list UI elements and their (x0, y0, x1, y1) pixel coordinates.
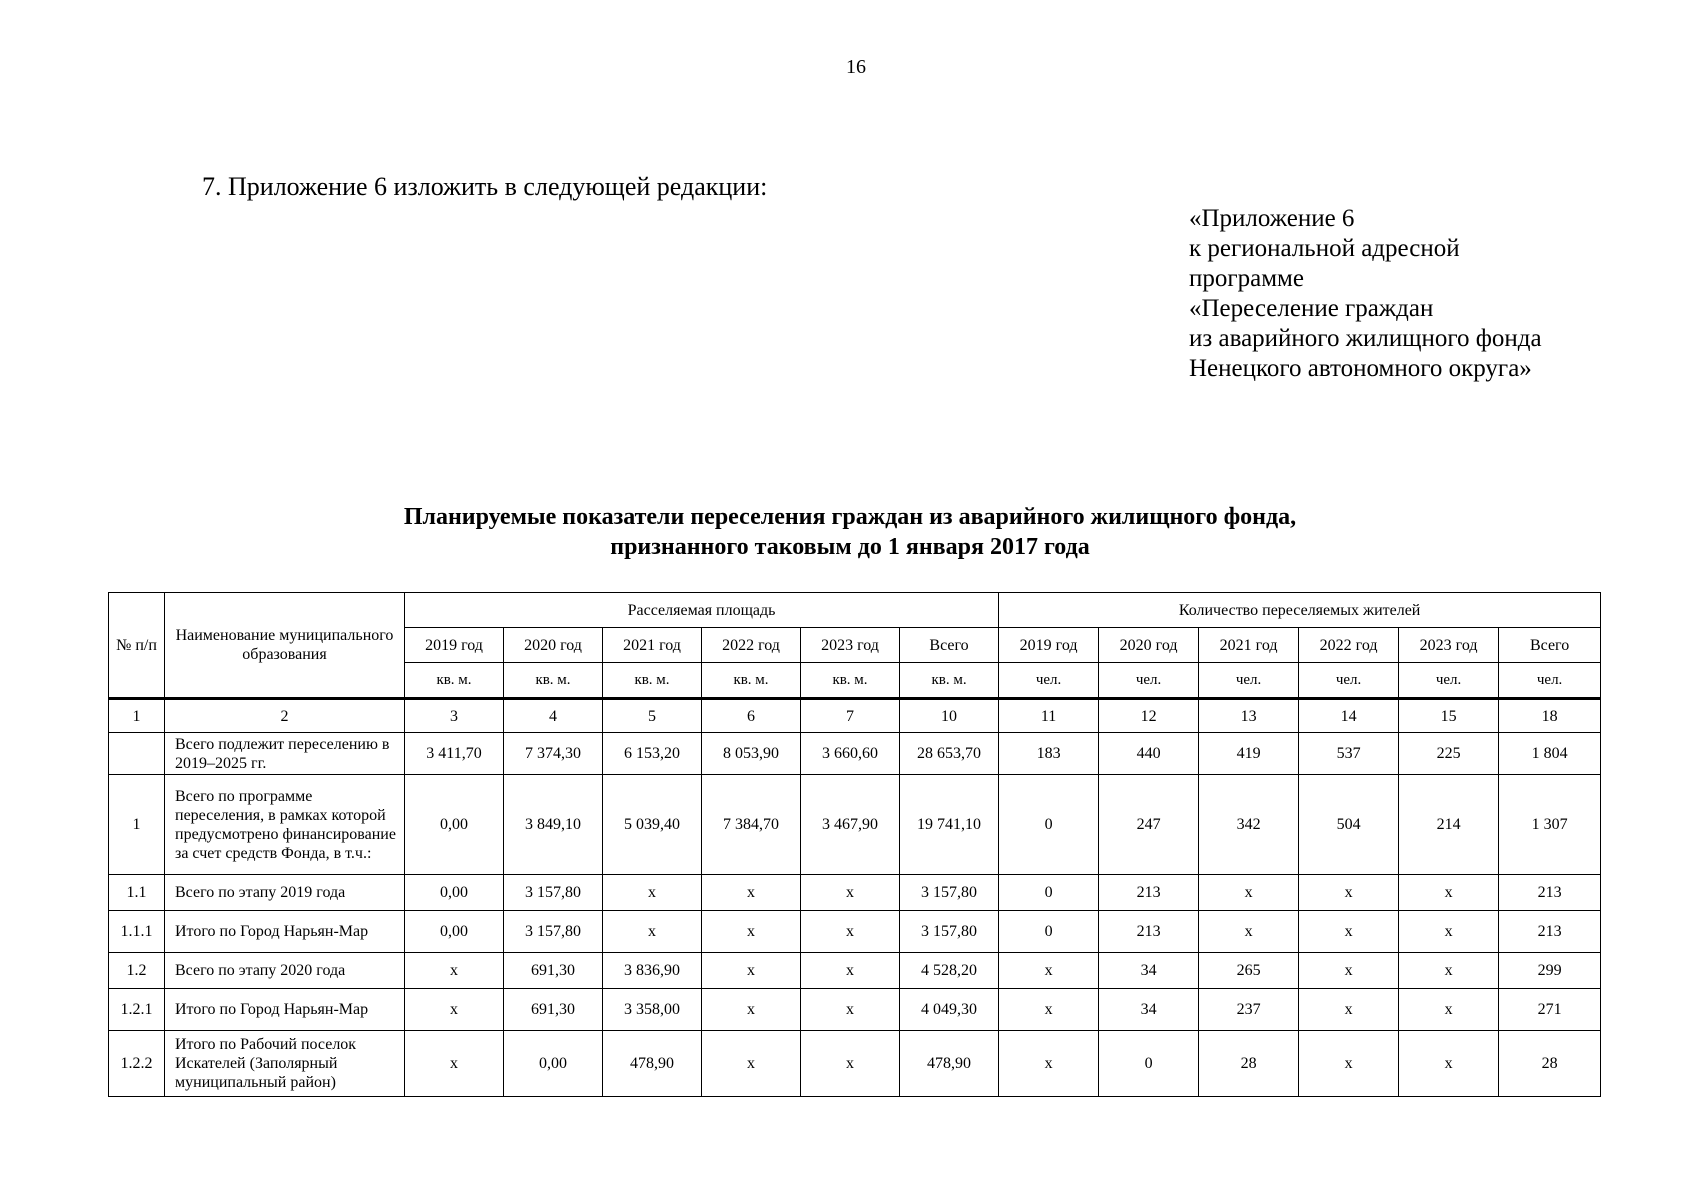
area-cell: 0,00 (405, 875, 504, 911)
people-cell: х (1399, 989, 1499, 1031)
area-cell: х (801, 875, 900, 911)
header-unit: кв. м. (504, 663, 603, 699)
people-cell: х (1299, 1031, 1399, 1097)
header-unit: чел. (1099, 663, 1199, 699)
people-cell: х (1199, 911, 1299, 953)
appendix-line: «Приложение 6 (1189, 205, 1355, 232)
area-cell: 3 411,70 (405, 733, 504, 775)
people-cell: 265 (1199, 953, 1299, 989)
page-number: 16 (846, 56, 866, 78)
row-name: Всего по программе переселения, в рамках которой предусмотрено финансирование за счет средств Фонда, в т.ч.: (165, 775, 405, 875)
people-cell: х (999, 953, 1099, 989)
header-name: Наименование муниципального образования (165, 593, 405, 699)
row-name: Итого по Город Нарьян-Мар (165, 911, 405, 953)
row-name: Итого по Город Нарьян-Мар (165, 989, 405, 1031)
area-cell: 7 374,30 (504, 733, 603, 775)
appendix-line: из аварийного жилищного фонда (1189, 325, 1542, 352)
people-cell: 0 (999, 875, 1099, 911)
row-num: 1.2 (109, 953, 165, 989)
people-cell: х (1399, 911, 1499, 953)
area-cell: 691,30 (504, 989, 603, 1031)
table-title-line: Планируемые показатели переселения граждан из аварийного жилищного фонда, (403, 504, 1297, 530)
area-cell: 4 049,30 (900, 989, 999, 1031)
table-row (109, 733, 1601, 775)
people-cell: х (1299, 989, 1399, 1031)
people-cell: 34 (1099, 989, 1199, 1031)
column-number: 13 (1199, 699, 1299, 733)
people-cell: 537 (1299, 733, 1399, 775)
people-cell: 504 (1299, 775, 1399, 875)
row-num: 1.2.2 (109, 1031, 165, 1097)
table-row (109, 1031, 1601, 1097)
row-name: Всего по этапу 2019 года (165, 875, 405, 911)
area-cell: 478,90 (603, 1031, 702, 1097)
people-cell: 299 (1499, 953, 1601, 989)
column-number: 15 (1399, 699, 1499, 733)
area-cell: 691,30 (504, 953, 603, 989)
table-row (109, 911, 1601, 953)
people-cell: 28 (1199, 1031, 1299, 1097)
area-cell: х (702, 911, 801, 953)
people-cell: 213 (1099, 875, 1199, 911)
people-cell: 419 (1199, 733, 1299, 775)
column-number: 14 (1299, 699, 1399, 733)
area-cell: 3 157,80 (504, 875, 603, 911)
area-cell: 3 836,90 (603, 953, 702, 989)
people-cell: 214 (1399, 775, 1499, 875)
column-number: 2 (165, 699, 405, 733)
people-cell: х (1299, 953, 1399, 989)
header-unit: кв. м. (405, 663, 504, 699)
header-year: 2023 год (1399, 628, 1499, 663)
header-row (109, 593, 1601, 628)
header-year: 2019 год (405, 628, 504, 663)
header-num: № п/п (109, 593, 165, 699)
people-cell: 1 307 (1499, 775, 1601, 875)
area-cell: 478,90 (900, 1031, 999, 1097)
column-number: 3 (405, 699, 504, 733)
people-cell: 34 (1099, 953, 1199, 989)
area-cell: 3 467,90 (801, 775, 900, 875)
table-body (109, 593, 1601, 1097)
row-name: Итого по Рабочий поселок Искателей (Заполярный муниципальный район) (165, 1031, 405, 1097)
column-number: 5 (603, 699, 702, 733)
area-cell: 7 384,70 (702, 775, 801, 875)
area-cell: х (702, 1031, 801, 1097)
header-year: 2020 год (504, 628, 603, 663)
header-year: 2020 год (1099, 628, 1199, 663)
people-cell: 0 (999, 775, 1099, 875)
people-cell: 183 (999, 733, 1099, 775)
area-cell: 3 157,80 (504, 911, 603, 953)
area-cell: х (801, 911, 900, 953)
area-cell: 6 153,20 (603, 733, 702, 775)
header-unit: чел. (999, 663, 1099, 699)
header-area-group: Расселяемая площадь (405, 593, 999, 628)
people-cell: 213 (1099, 911, 1199, 953)
table-title (250, 502, 1450, 562)
header-unit: чел. (1299, 663, 1399, 699)
header-unit: чел. (1499, 663, 1601, 699)
people-cell: 237 (1199, 989, 1299, 1031)
area-cell: 3 157,80 (900, 875, 999, 911)
area-cell: х (405, 1031, 504, 1097)
row-num: 1.2.1 (109, 989, 165, 1031)
people-cell: х (1299, 911, 1399, 953)
header-unit: чел. (1199, 663, 1299, 699)
row-num: 1 (109, 775, 165, 875)
column-number: 18 (1499, 699, 1601, 733)
header-people-group: Количество переселяемых жителей (999, 593, 1601, 628)
header-year: 2022 год (702, 628, 801, 663)
area-cell: 19 741,10 (900, 775, 999, 875)
people-cell: х (1299, 875, 1399, 911)
area-cell: 28 653,70 (900, 733, 999, 775)
header-year: Всего (1499, 628, 1601, 663)
people-cell: 213 (1499, 875, 1601, 911)
column-number: 11 (999, 699, 1099, 733)
people-cell: 225 (1399, 733, 1499, 775)
people-cell: х (1399, 875, 1499, 911)
area-cell: 3 849,10 (504, 775, 603, 875)
area-cell: х (603, 875, 702, 911)
people-cell: х (999, 989, 1099, 1031)
row-num: 1.1 (109, 875, 165, 911)
header-unit: кв. м. (702, 663, 801, 699)
people-cell: 0 (999, 911, 1099, 953)
column-number: 12 (1099, 699, 1199, 733)
area-cell: 5 039,40 (603, 775, 702, 875)
header-year: 2019 год (999, 628, 1099, 663)
table-row (109, 775, 1601, 875)
area-cell: 3 157,80 (900, 911, 999, 953)
header-unit: кв. м. (801, 663, 900, 699)
area-cell: 3 358,00 (603, 989, 702, 1031)
area-cell: х (801, 953, 900, 989)
appendix-line: программе (1189, 265, 1304, 292)
area-cell: 0,00 (504, 1031, 603, 1097)
people-cell: 271 (1499, 989, 1601, 1031)
resettlement-table (108, 592, 1601, 1097)
people-cell: х (999, 1031, 1099, 1097)
area-cell: 8 053,90 (702, 733, 801, 775)
appendix-line: «Переселение граждан (1189, 295, 1434, 322)
column-number: 1 (109, 699, 165, 733)
people-cell: 1 804 (1499, 733, 1601, 775)
area-cell: х (702, 953, 801, 989)
header-unit: кв. м. (603, 663, 702, 699)
header-unit: чел. (1399, 663, 1499, 699)
header-unit: кв. м. (900, 663, 999, 699)
row-name: Всего по этапу 2020 года (165, 953, 405, 989)
appendix-reference (1189, 204, 1542, 384)
appendix-line: Ненецкого автономного округа» (1189, 355, 1532, 382)
people-cell: 28 (1499, 1031, 1601, 1097)
row-name: Всего подлежит переселению в 2019–2025 гг. (165, 733, 405, 775)
people-cell: х (1199, 875, 1299, 911)
header-year: 2021 год (1199, 628, 1299, 663)
area-cell: х (702, 989, 801, 1031)
people-cell: 213 (1499, 911, 1601, 953)
people-cell: 247 (1099, 775, 1199, 875)
area-cell: 4 528,20 (900, 953, 999, 989)
instruction-text: 7. Приложение 6 изложить в следующей редакции: (202, 172, 768, 201)
people-cell: 342 (1199, 775, 1299, 875)
area-cell: х (801, 989, 900, 1031)
header-year: 2023 год (801, 628, 900, 663)
header-year: 2022 год (1299, 628, 1399, 663)
column-numbers-row (109, 699, 1601, 733)
people-cell: 440 (1099, 733, 1199, 775)
people-cell: 0 (1099, 1031, 1199, 1097)
area-cell: х (603, 911, 702, 953)
table-row (109, 875, 1601, 911)
area-cell: х (702, 875, 801, 911)
column-number: 7 (801, 699, 900, 733)
column-number: 6 (702, 699, 801, 733)
column-number: 4 (504, 699, 603, 733)
column-number: 10 (900, 699, 999, 733)
header-year: 2021 год (603, 628, 702, 663)
table-row (109, 989, 1601, 1031)
row-num: 1.1.1 (109, 911, 165, 953)
area-cell: х (405, 953, 504, 989)
people-cell: х (1399, 953, 1499, 989)
appendix-line: к региональной адресной (1189, 235, 1460, 262)
table-row (109, 953, 1601, 989)
area-cell: х (801, 1031, 900, 1097)
table-title-line: признанного таковым до 1 января 2017 года (610, 534, 1090, 560)
area-cell: х (405, 989, 504, 1031)
row-num (109, 733, 165, 775)
area-cell: 3 660,60 (801, 733, 900, 775)
area-cell: 0,00 (405, 775, 504, 875)
people-cell: х (1399, 1031, 1499, 1097)
area-cell: 0,00 (405, 911, 504, 953)
header-year: Всего (900, 628, 999, 663)
